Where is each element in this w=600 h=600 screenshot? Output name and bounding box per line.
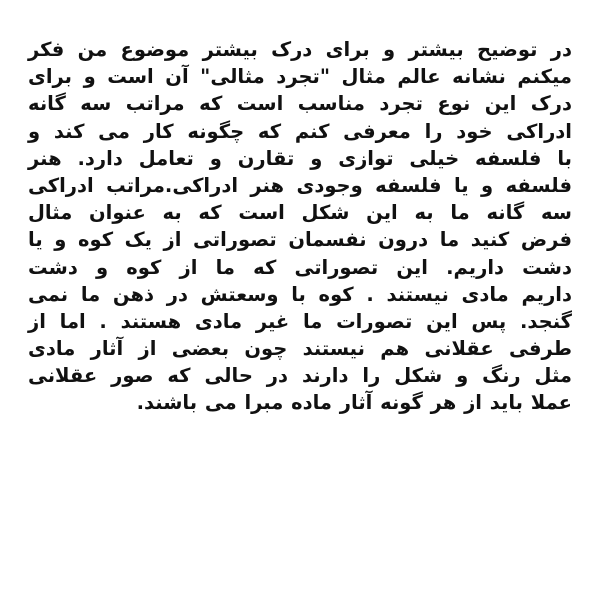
text-line-final: عملا باید از هر گونه آثار ماده مبرا می باشند. [136,391,572,415]
text-line: داریم مادی نیستند . کوه با وسعتش در ذهن ما نمی [28,282,572,306]
text-line: فرض کنید ما درون نفسمان تصوراتی از یک کوه و یا [28,228,572,252]
text-line: دشت داریم. این تصوراتی که ما از کوه و دشت [28,255,572,279]
text-line: ادراکی خود را معرفی کنم که چگونه کار می کند و [28,119,572,143]
text-line: سه گانه ما به این شکل است که به عنوان مثال [28,201,572,225]
text-line: مثل رنگ و شکل را دارند در حالی که صور عقلانی [28,364,572,388]
text-line: با فلسفه خیلی توازی و تقارن و تعامل دارد. هنر [28,146,572,170]
text-line: طرفی عقلانی هم نیستند چون بعضی از آثار مادی [28,337,572,361]
document-body [28,36,572,417]
text-line: درک این نوع تجرد مناسب است که مراتب سه گانه [28,92,572,116]
text-line: گنجد. پس این تصورات ما غیر مادی هستند . اما از [28,309,572,333]
text-line: میکنم نشانه عالم مثال "تجرد مثالی" آن است و برای [28,65,572,89]
text-line: در توضیح بیشتر و برای درک بیشتر موضوع من فکر [28,38,572,61]
text-line: فلسفه و یا فلسفه وجودی هنر ادراکی.مراتب ادراکی [28,173,572,197]
